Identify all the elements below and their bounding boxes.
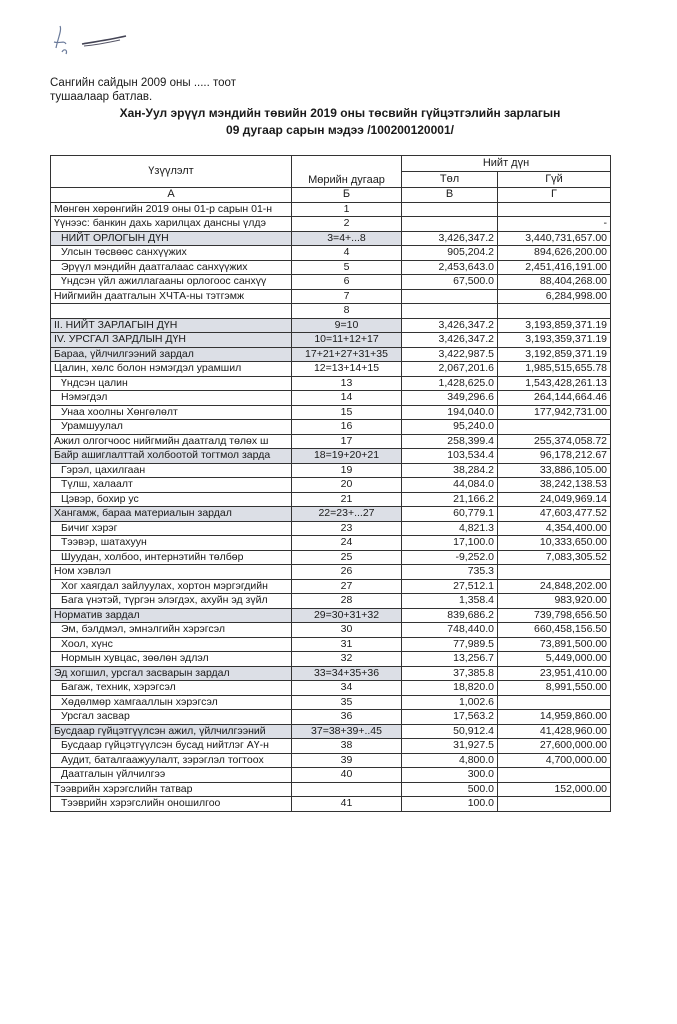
row-label: Улсын төсвөөс санхүүжих	[51, 246, 292, 261]
row-code: 34	[292, 681, 402, 696]
row-amount-a: 839,686.2	[402, 608, 498, 623]
table-row	[51, 724, 611, 739]
row-code: 20	[292, 478, 402, 493]
row-amount-a: 31,927.5	[402, 739, 498, 754]
row-code: 40	[292, 768, 402, 783]
row-amount-b: 27,600,000.00	[498, 739, 611, 754]
row-amount-a: 258,399.4	[402, 434, 498, 449]
row-label: Гэрэл, цахилгаан	[51, 463, 292, 478]
header-total: Нийт дүн	[402, 156, 611, 172]
row-label: Урсгал засвар	[51, 710, 292, 725]
row-amount-a: 4,821.3	[402, 521, 498, 536]
table-row	[51, 434, 611, 449]
row-label: Хөдөлмөр хамгааллын хэрэгсэл	[51, 695, 292, 710]
row-label: Тээврийн хэрэгслийн оношилгоо	[51, 797, 292, 812]
row-amount-b	[498, 304, 611, 319]
row-code: 41	[292, 797, 402, 812]
table-row	[51, 608, 611, 623]
letter-col-a: В	[402, 188, 498, 203]
row-amount-a	[402, 289, 498, 304]
report-title	[80, 105, 600, 139]
table-row	[51, 376, 611, 391]
row-amount-a: 748,440.0	[402, 623, 498, 638]
row-amount-a: 38,284.2	[402, 463, 498, 478]
row-code: 27	[292, 579, 402, 594]
row-label: Нэмэгдэл	[51, 391, 292, 406]
row-label: Урамшуулал	[51, 420, 292, 435]
row-amount-b: 47,603,477.52	[498, 507, 611, 522]
table-row	[51, 492, 611, 507]
row-label: Цалин, хөлс болон нэмэгдэл урамшил	[51, 362, 292, 377]
header-label: Үзүүлэлт	[51, 156, 292, 188]
row-label: Эм, бэлдмэл, эмнэлгийн хэрэгсэл	[51, 623, 292, 638]
table-row	[51, 753, 611, 768]
row-amount-a: 3,422,987.5	[402, 347, 498, 362]
row-amount-a: 60,779.1	[402, 507, 498, 522]
title-line-2: 09 дугаар сарын мэдээ /100200120001/	[226, 123, 454, 137]
row-amount-a: 77,989.5	[402, 637, 498, 652]
row-code: 16	[292, 420, 402, 435]
row-amount-a: 17,563.2	[402, 710, 498, 725]
table-row	[51, 695, 611, 710]
row-label: Аудит, баталгаажуулалт, зэрэглэл тогтоох	[51, 753, 292, 768]
row-amount-a: 3,426,347.2	[402, 318, 498, 333]
table-row	[51, 391, 611, 406]
row-amount-a: 3,426,347.2	[402, 333, 498, 348]
row-label: Хог хаягдал зайлуулах, хортон мэргэгдийн	[51, 579, 292, 594]
row-label: Багаж, техник, хэрэгсэл	[51, 681, 292, 696]
row-code: 10=11+12+17	[292, 333, 402, 348]
table-row	[51, 623, 611, 638]
row-label: Хангамж, бараа материалын зардал	[51, 507, 292, 522]
header-col-b: Гүй	[498, 172, 611, 188]
row-code: 23	[292, 521, 402, 536]
table-row	[51, 420, 611, 435]
row-label: Үүнээс: банкин дахь харилцах дансны үлдэ	[51, 217, 292, 232]
row-code: 12=13+14+15	[292, 362, 402, 377]
row-code: 1	[292, 202, 402, 217]
table-row	[51, 739, 611, 754]
row-code: 25	[292, 550, 402, 565]
row-amount-b: 3,192,859,371.19	[498, 347, 611, 362]
row-amount-a: 905,204.2	[402, 246, 498, 261]
row-amount-a: 17,100.0	[402, 536, 498, 551]
row-amount-b: 894,626,200.00	[498, 246, 611, 261]
row-code: 6	[292, 275, 402, 290]
row-code: 36	[292, 710, 402, 725]
letter-label: А	[51, 188, 292, 203]
row-amount-a: 1,358.4	[402, 594, 498, 609]
row-code: 32	[292, 652, 402, 667]
row-amount-b: 983,920.00	[498, 594, 611, 609]
table-row	[51, 710, 611, 725]
table-row	[51, 507, 611, 522]
row-label: Байр ашиглалттай холбоотой тогтмол зарда	[51, 449, 292, 464]
table-row	[51, 217, 611, 232]
table-header	[51, 156, 611, 203]
row-amount-a: 500.0	[402, 782, 498, 797]
row-label: Бараа, үйлчилгээний зардал	[51, 347, 292, 362]
row-label: Ажил олгогчоос нийгмийн даатгалд төлөх ш	[51, 434, 292, 449]
row-amount-a: 4,800.0	[402, 753, 498, 768]
table-row	[51, 768, 611, 783]
row-amount-a: 21,166.2	[402, 492, 498, 507]
expenditure-table	[50, 155, 611, 812]
row-amount-b: 14,959,860.00	[498, 710, 611, 725]
row-amount-b: 255,374,058.72	[498, 434, 611, 449]
row-amount-b: 3,193,859,371.19	[498, 318, 611, 333]
letter-col-b: Г	[498, 188, 611, 203]
row-label: Даатгалын үйлчилгээ	[51, 768, 292, 783]
title-line-1: Хан-Уул эрүүл мэндийн төвийн 2019 оны төсвийн гүйцэтгэлийн зарлагын	[119, 106, 561, 120]
row-amount-a: 50,912.4	[402, 724, 498, 739]
row-amount-b: 10,333,650.00	[498, 536, 611, 551]
row-code: 7	[292, 289, 402, 304]
header-col-a: Төл	[402, 172, 498, 188]
row-amount-b: 38,242,138.53	[498, 478, 611, 493]
row-label: IV. УРСГАЛ ЗАРДЛЫН ДҮН	[51, 333, 292, 348]
row-amount-b: 5,449,000.00	[498, 652, 611, 667]
row-label: Бичиг хэрэг	[51, 521, 292, 536]
table-row	[51, 405, 611, 420]
row-code: 13	[292, 376, 402, 391]
table-row	[51, 478, 611, 493]
table-row	[51, 594, 611, 609]
row-label: Эрүүл мэндийн даатгалаас санхүүжих	[51, 260, 292, 275]
row-label: Унаа хоолны Хөнгөлөлт	[51, 405, 292, 420]
table-row	[51, 521, 611, 536]
table-row	[51, 202, 611, 217]
table-row	[51, 246, 611, 261]
table-row	[51, 260, 611, 275]
row-label: II. НИЙТ ЗАРЛАГЫН ДҮН	[51, 318, 292, 333]
row-amount-b	[498, 695, 611, 710]
table-row	[51, 463, 611, 478]
row-code: 33=34+35+36	[292, 666, 402, 681]
row-amount-b: 2,451,416,191.00	[498, 260, 611, 275]
row-amount-a: 67,500.0	[402, 275, 498, 290]
row-amount-b: 152,000.00	[498, 782, 611, 797]
row-code: 30	[292, 623, 402, 638]
row-amount-b: 1,985,515,655.78	[498, 362, 611, 377]
row-amount-b: 177,942,731.00	[498, 405, 611, 420]
table-row	[51, 579, 611, 594]
row-amount-b: 4,700,000.00	[498, 753, 611, 768]
table-row	[51, 318, 611, 333]
row-amount-a: 2,453,643.0	[402, 260, 498, 275]
row-label: Үндсэн цалин	[51, 376, 292, 391]
row-label: Шуудан, холбоо, интернэтийн төлбөр	[51, 550, 292, 565]
row-code: 21	[292, 492, 402, 507]
row-amount-b: 88,404,268.00	[498, 275, 611, 290]
table-row	[51, 275, 611, 290]
row-amount-b: 41,428,960.00	[498, 724, 611, 739]
row-amount-a	[402, 202, 498, 217]
row-amount-a: 194,040.0	[402, 405, 498, 420]
row-amount-b: 264,144,664.46	[498, 391, 611, 406]
row-amount-a: 13,256.7	[402, 652, 498, 667]
row-amount-b: 3,193,359,371.19	[498, 333, 611, 348]
row-amount-a: 100.0	[402, 797, 498, 812]
row-code: 8	[292, 304, 402, 319]
row-label: Үндсэн үйл ажиллагааны орлогоос санхүү	[51, 275, 292, 290]
row-amount-a: 300.0	[402, 768, 498, 783]
row-amount-a: 18,820.0	[402, 681, 498, 696]
row-code: 15	[292, 405, 402, 420]
table-row	[51, 536, 611, 551]
row-amount-a	[402, 217, 498, 232]
row-amount-a: 2,067,201.6	[402, 362, 498, 377]
row-label: НИЙТ ОРЛОГЫН ДҮН	[51, 231, 292, 246]
row-code: 31	[292, 637, 402, 652]
row-amount-b	[498, 768, 611, 783]
header-code: Мөрийн дугаар	[292, 156, 402, 188]
row-amount-b: 73,891,500.00	[498, 637, 611, 652]
row-code: 24	[292, 536, 402, 551]
row-label: Нормын хувцас, зөөлөн эдлэл	[51, 652, 292, 667]
row-label: Бусдаар гүйцэтгүүлсэн ажил, үйлчилгээний	[51, 724, 292, 739]
row-amount-a	[402, 304, 498, 319]
row-amount-a: 1,428,625.0	[402, 376, 498, 391]
row-code: 5	[292, 260, 402, 275]
table-row	[51, 289, 611, 304]
row-amount-a: 37,385.8	[402, 666, 498, 681]
approval-line-2: тушаалаар батлав.	[50, 91, 153, 103]
row-code: 14	[292, 391, 402, 406]
table-row	[51, 637, 611, 652]
table-row	[51, 449, 611, 464]
row-amount-a: 95,240.0	[402, 420, 498, 435]
row-amount-b: -	[498, 217, 611, 232]
approval-note	[50, 76, 236, 104]
row-label: Мөнгөн хөрөнгийн 2019 оны 01-р сарын 01-н	[51, 202, 292, 217]
row-amount-a: -9,252.0	[402, 550, 498, 565]
row-label: Эд хогшил, урсгал засварын зардал	[51, 666, 292, 681]
row-code: 4	[292, 246, 402, 261]
row-label	[51, 304, 292, 319]
row-code: 38	[292, 739, 402, 754]
row-label: Тээврийн хэрэгслийн татвар	[51, 782, 292, 797]
row-code: 37=38+39+..45	[292, 724, 402, 739]
row-amount-b: 23,951,410.00	[498, 666, 611, 681]
row-label: Бага үнэтэй, түргэн элэгдэх, ахуйн эд зүйл	[51, 594, 292, 609]
row-label: Нийгмийн даатгалын ХЧТА-ны тэтгэмж	[51, 289, 292, 304]
row-amount-b: 24,049,969.14	[498, 492, 611, 507]
row-amount-b: 3,440,731,657.00	[498, 231, 611, 246]
row-amount-b: 6,284,998.00	[498, 289, 611, 304]
table-row	[51, 797, 611, 812]
row-code	[292, 782, 402, 797]
row-code: 18=19+20+21	[292, 449, 402, 464]
table-row	[51, 333, 611, 348]
row-code: 35	[292, 695, 402, 710]
row-amount-b	[498, 565, 611, 580]
table-body	[51, 202, 611, 811]
row-amount-b: 7,083,305.52	[498, 550, 611, 565]
row-amount-a: 27,512.1	[402, 579, 498, 594]
approval-line-1: Сангийн сайдын 2009 оны ..... тоот	[50, 77, 236, 89]
row-label: Цэвэр, бохир ус	[51, 492, 292, 507]
row-amount-b: 4,354,400.00	[498, 521, 611, 536]
row-amount-a: 3,426,347.2	[402, 231, 498, 246]
row-amount-a: 349,296.6	[402, 391, 498, 406]
row-code: 3=4+...8	[292, 231, 402, 246]
row-label: Бусдаар гүйцэтгүүлсэн бусад нийтлэг АҮ-н	[51, 739, 292, 754]
table-row	[51, 362, 611, 377]
row-code: 22=23+...27	[292, 507, 402, 522]
row-amount-b: 33,886,105.00	[498, 463, 611, 478]
row-code: 9=10	[292, 318, 402, 333]
row-amount-b: 660,458,156.50	[498, 623, 611, 638]
table-row	[51, 565, 611, 580]
row-label: Ном хэвлэл	[51, 565, 292, 580]
table-row	[51, 231, 611, 246]
table-row	[51, 782, 611, 797]
row-amount-a: 735.3	[402, 565, 498, 580]
table-row	[51, 681, 611, 696]
row-label: Норматив зардал	[51, 608, 292, 623]
row-code: 28	[292, 594, 402, 609]
row-amount-b: 1,543,428,261.13	[498, 376, 611, 391]
letter-code: Б	[292, 188, 402, 203]
row-amount-a: 1,002.6	[402, 695, 498, 710]
row-label: Түлш, халаалт	[51, 478, 292, 493]
row-code: 39	[292, 753, 402, 768]
row-amount-b: 739,798,656.50	[498, 608, 611, 623]
table-row	[51, 304, 611, 319]
row-code: 19	[292, 463, 402, 478]
table-row	[51, 666, 611, 681]
row-label: Тээвэр, шатахуун	[51, 536, 292, 551]
row-code: 17+21+27+31+35	[292, 347, 402, 362]
row-amount-b: 8,991,550.00	[498, 681, 611, 696]
row-code: 17	[292, 434, 402, 449]
row-amount-b	[498, 420, 611, 435]
handwritten-signature-icon	[48, 18, 138, 58]
row-code: 26	[292, 565, 402, 580]
row-amount-b	[498, 797, 611, 812]
row-amount-b: 24,848,202.00	[498, 579, 611, 594]
row-label: Хоол, хүнс	[51, 637, 292, 652]
row-amount-a: 44,084.0	[402, 478, 498, 493]
row-amount-b	[498, 202, 611, 217]
table-row	[51, 550, 611, 565]
row-code: 2	[292, 217, 402, 232]
row-code: 29=30+31+32	[292, 608, 402, 623]
row-amount-b: 96,178,212.67	[498, 449, 611, 464]
table-row	[51, 652, 611, 667]
table-row	[51, 347, 611, 362]
row-amount-a: 103,534.4	[402, 449, 498, 464]
